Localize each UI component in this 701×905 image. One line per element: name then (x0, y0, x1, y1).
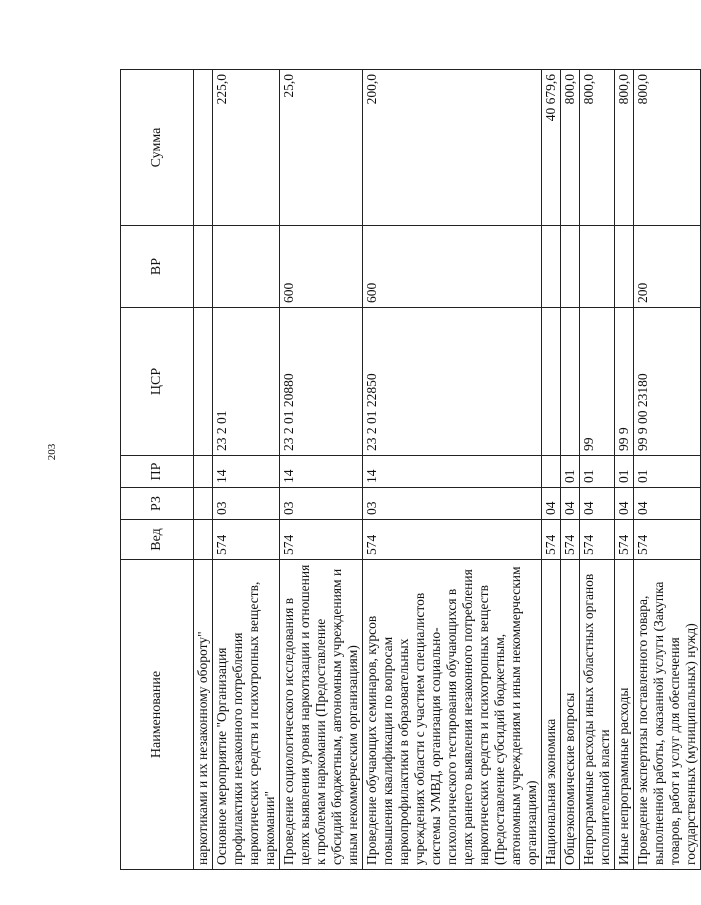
row-ved: 574 (580, 520, 615, 560)
header-vr: ВР (121, 226, 194, 308)
row-vr (580, 226, 615, 308)
table-row (542, 70, 561, 870)
row-name: Иные непрограммные расходы (615, 560, 634, 870)
row-vr (615, 226, 634, 308)
row-csr: 99 (580, 308, 615, 456)
row-csr: 23 2 01 22850 (363, 308, 542, 456)
row-sum: 225,0 (213, 70, 280, 226)
row-name: Проведение обучающих семинаров, курсов повышения квалификации по вопросам наркопрофилактики в образовательных учреждениях области с участием специалистов системы УМВД, организация социально-психологического тестирования обучающихся в целях раннего выявления незаконного потребления наркотических средств и психотропных веществ (Предоставление субсидий бюджетным, автономным учреждениям и иным некоммерческим организациям) (363, 560, 542, 870)
row-sum: 800,0 (634, 70, 701, 226)
table-row (580, 70, 615, 870)
row-vr (542, 226, 561, 308)
row-csr: 23 2 01 (213, 308, 280, 456)
row-csr: 99 9 (615, 308, 634, 456)
row-rz: 04 (561, 488, 580, 520)
table-row (280, 70, 363, 870)
row-name: Проведение социологического исследования в целях выявления уровня наркотизации и отношения к проблемам наркомании (Предоставление субсидий бюджетным, автономным учреждениям и иным некоммерческим организациям) (280, 560, 363, 870)
row-pr: 01 (634, 456, 701, 488)
row-vr (194, 226, 213, 308)
row-name: Проведение экспертизы поставленного товара, выполненной работы, оказанной услуги (Закупка товаров, работ и услуг для обеспечения государственных (муниципальных) нужд) (634, 560, 701, 870)
row-pr: 01 (615, 456, 634, 488)
row-name: Национальная экономика (542, 560, 561, 870)
row-pr (194, 456, 213, 488)
table-row (561, 70, 580, 870)
row-rz: 03 (363, 488, 542, 520)
row-ved: 574 (615, 520, 634, 560)
header-rz: РЗ (121, 488, 194, 520)
table-row (615, 70, 634, 870)
header-pr: ПР (121, 456, 194, 488)
budget-table (120, 69, 701, 870)
row-vr: 200 (634, 226, 701, 308)
row-ved: 574 (363, 520, 542, 560)
row-ved: 574 (213, 520, 280, 560)
table-row (363, 70, 542, 870)
row-rz (194, 488, 213, 520)
table-row (634, 70, 701, 870)
row-rz: 04 (542, 488, 561, 520)
row-ved (194, 520, 213, 560)
row-sum: 800,0 (615, 70, 634, 226)
row-sum (194, 70, 213, 226)
row-csr (561, 308, 580, 456)
row-vr: 600 (363, 226, 542, 308)
page-number: 203 (46, 443, 58, 461)
row-name: Основное мероприятие "Организация профилактики незаконного потребления наркотических средств и психотропных веществ, наркомании" (213, 560, 280, 870)
row-rz: 04 (615, 488, 634, 520)
row-vr (561, 226, 580, 308)
row-rz: 04 (580, 488, 615, 520)
row-sum: 25,0 (280, 70, 363, 226)
header-ved: Вед (121, 520, 194, 560)
row-ved: 574 (542, 520, 561, 560)
row-pr: 01 (561, 456, 580, 488)
header-csr: ЦСР (121, 308, 194, 456)
row-ved: 574 (280, 520, 363, 560)
row-sum: 800,0 (580, 70, 615, 226)
table-row (213, 70, 280, 870)
row-pr: 14 (280, 456, 363, 488)
row-csr (194, 308, 213, 456)
row-pr (542, 456, 561, 488)
row-pr: 14 (213, 456, 280, 488)
table-row (194, 70, 213, 870)
row-csr (542, 308, 561, 456)
header-sum: Сумма (121, 70, 194, 226)
row-ved: 574 (561, 520, 580, 560)
row-name: наркотиками и их незаконному обороту" (194, 560, 213, 870)
row-sum: 200,0 (363, 70, 542, 226)
row-pr: 14 (363, 456, 542, 488)
row-csr: 23 2 01 20880 (280, 308, 363, 456)
row-pr: 01 (580, 456, 615, 488)
row-rz: 03 (280, 488, 363, 520)
row-rz: 03 (213, 488, 280, 520)
row-name: Общеэкономические вопросы (561, 560, 580, 870)
row-name: Непрограммные расходы иных областных органов исполнительной власти (580, 560, 615, 870)
row-sum: 800,0 (561, 70, 580, 226)
row-sum: 40 679,6 (542, 70, 561, 226)
row-vr (213, 226, 280, 308)
row-csr: 99 9 00 23180 (634, 308, 701, 456)
row-ved: 574 (634, 520, 701, 560)
header-name: Наименование (121, 560, 194, 870)
table-header-row (121, 70, 194, 870)
row-rz: 04 (634, 488, 701, 520)
budget-table-container (120, 70, 698, 870)
row-vr: 600 (280, 226, 363, 308)
